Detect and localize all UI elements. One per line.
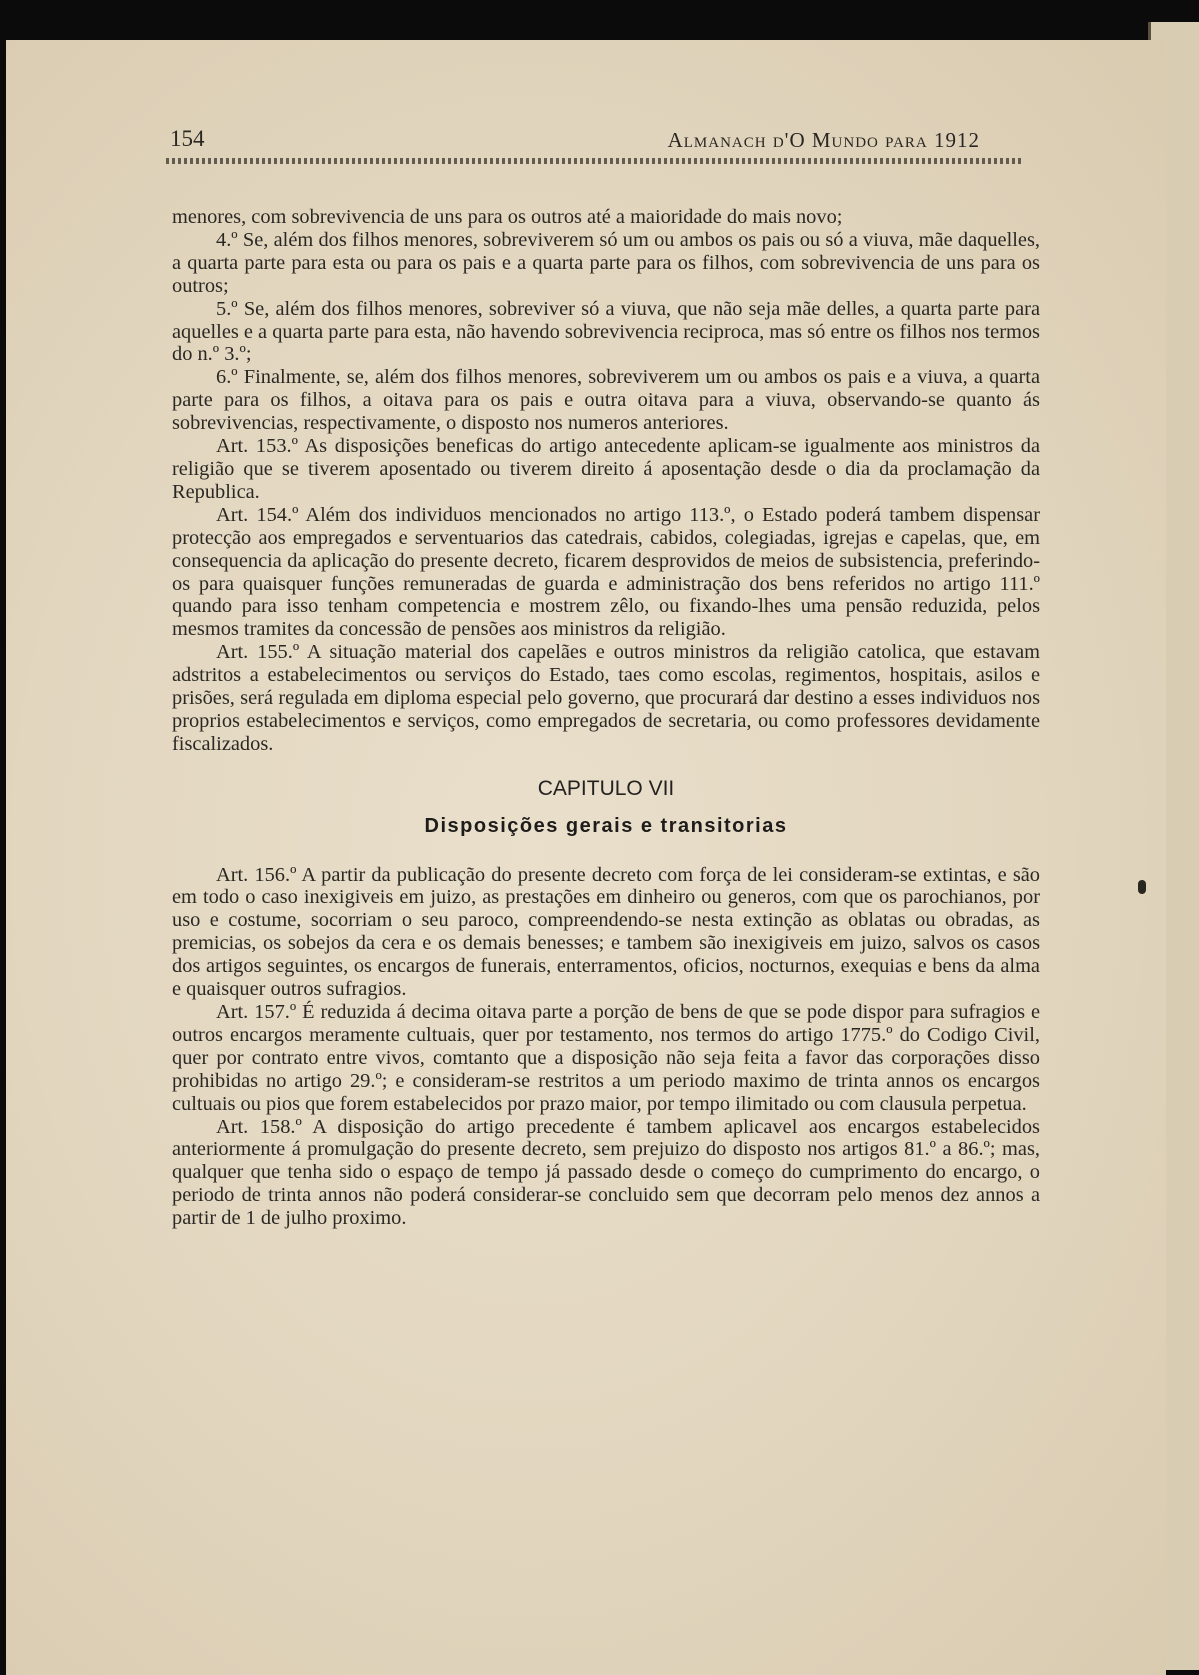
article-158: Art. 158.º A disposição do artigo precedente é tambem aplicavel aos encargos estabelecidos anteriormente á promulgação do presente decreto, sem prejuizo do disposto nos artigos 81.º a 86.º; mas, qualquer que tenha sido o espaço de tempo já passado desde o começo do cumprimento do encargo, o periodo de trinta annos não poderá considerar-se concluido sem que decorram pelo menos dez annos a partir de 1 de julho proximo. (172, 1115, 1040, 1230)
paragraph: 6.º Finalmente, se, além dos filhos menores, sobreviverem um ou ambos os pais e a viuva, a quarta parte para os filhos, a oitava para os pais e outra oitava para a viuva, observando-se quanto ás sobrevivencias, respectivamente, o disposto nos numeros anteriores. (172, 366, 1040, 435)
running-title: Almanach d'O Mundo para 1912 (667, 128, 980, 152)
page-number: 154 (170, 126, 205, 151)
chapter-title: CAPITULO VII (537, 776, 675, 800)
page-header (170, 126, 1020, 156)
header-ornament-rule (166, 158, 1024, 164)
article-154: Art. 154.º Além dos individuos mencionados no artigo 113.º, o Estado poderá tambem dispensar protecção aos empregados e serventuarios das catedrais, cabidos, colegiadas, igrejas e capelas, que, em consequencia da aplicação do presente decreto, ficarem desprovidos de meios de subsistencia, preferindo-os para quaisquer funções remuneradas de guarda e administração dos bens referidos no artigo 111.º quando para isso tenham competencia e mostrem zêlo, ou fixando-lhes uma pensão reduzida, pelos mesmos tramites da concessão de pensões aos ministros da religião. (172, 503, 1040, 641)
paragraph: 4.º Se, além dos filhos menores, sobreviverem só um ou ambos os pais ou só a viuva, mãe daquelles, a quarta parte para esta ou para os pais e a quarta parte para os filhos, com sobrevivencia de uns para os outros; (172, 228, 1040, 297)
article-155: Art. 155.º A situação material dos capelães e outros ministros da religião catolica, que estavam adstritos a estabelecimentos ou serviços do Estado, taes como escolas, regimentos, hospitais, asilos e prisões, será regulada em diploma especial pelo governo, que procurará dar destino a esses individuos nos proprios estabelecimentos e serviços, como empregados de secretaria, ou como professores devidamente fiscalizados. (172, 641, 1040, 755)
paragraph: menores, com sobrevivencia de uns para os outros até a maioridade do mais novo; (172, 206, 843, 228)
article-157: Art. 157.º É reduzida á decima oitava parte a porção de bens de que se pode dispor para sufragios e outros encargos meramente cultuais, quer por testamento, nos termos do artigo 1775.º do Codigo Civil, quer por contrato entre vivos, comtanto que a disposição não seja feita a favor das corporações disso prohibidas no artigo 29.º; e consideram-se restritos a um periodo maximo de trinta annos os encargos cultuais ou pios que forem estabelecidos por prazo maior, por tempo ilimitado ou com clausula perpetua. (172, 1001, 1040, 1115)
body-text (172, 206, 1040, 1230)
article-156: Art. 156.º A partir da publicação do presente decreto com força de lei consideram-se extintas, e são em todo o caso inexigiveis em juizo, as prestações em dinheiro ou generos, com que os parochianos, por uso e costume, socorriam o seu paroco, compreendendo-se nesta extinção as oblatas ou obradas, as premicias, os sobejos da cera e os demais benesses; e tambem são inexigiveis em juizo, salvos os casos dos artigos seguintes, os encargos de funerais, enterramentos, oficios, nocturnos, exequias e bens da alma e quaisquer outros sufragios. (172, 863, 1040, 1001)
chapter-subtitle: Disposições gerais e transitorias (424, 814, 788, 837)
ink-blot (1138, 880, 1146, 894)
paragraph: 5.º Se, além dos filhos menores, sobreviver só a viuva, que não seja mãe delles, a quarta parte para aquelles e a quarta parte para esta, não havendo sobrevivencia reciproca, mas só entre os filhos nos termos do n.º 3.º; (172, 297, 1040, 366)
article-153: Art. 153.º As disposições beneficas do artigo antecedente aplicam-se igualmente aos ministros da religião que se tiverem aposentado ou tiverem direito á aposentação desde o dia da proclamação da Republica. (172, 435, 1040, 503)
